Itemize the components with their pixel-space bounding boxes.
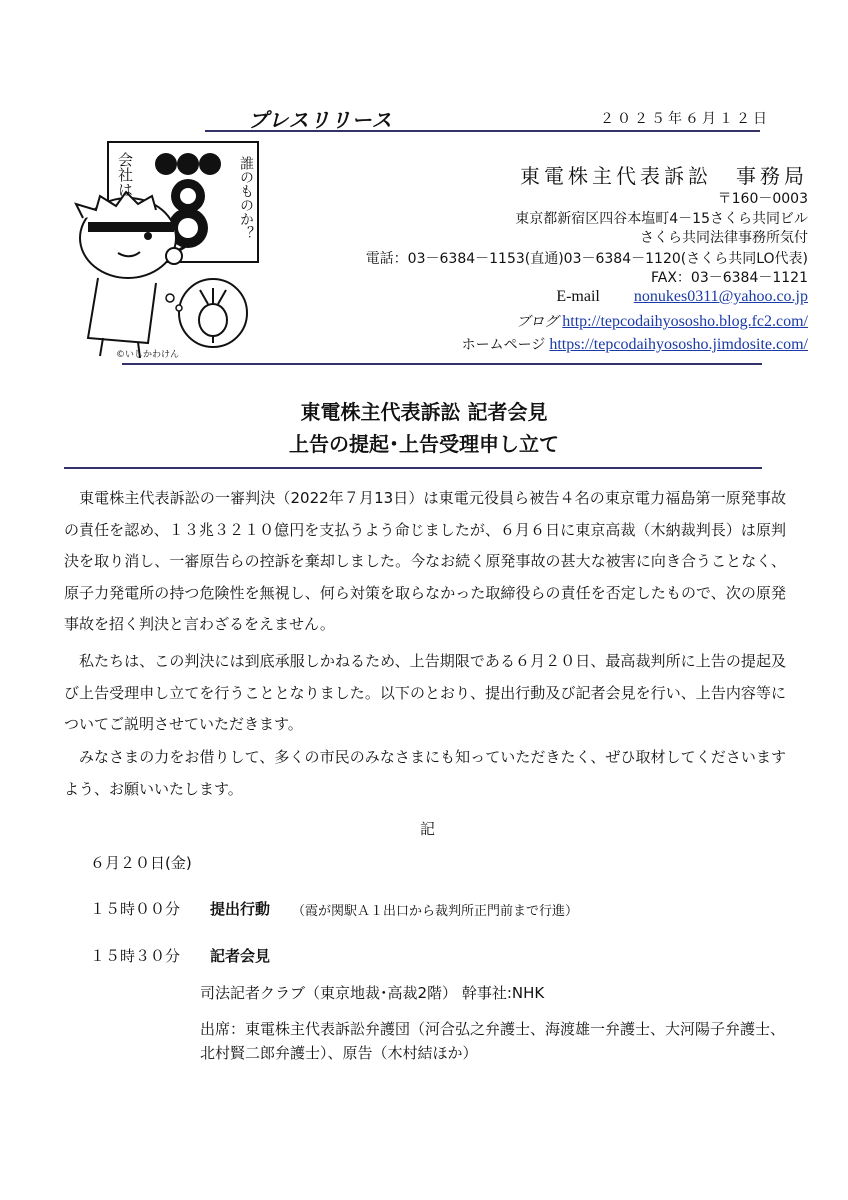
headline-divider <box>64 467 762 469</box>
postal-code: 〒160－0003 <box>717 191 808 207</box>
event-date: ６月２０日(金) <box>90 854 192 872</box>
cartoon-drawing <box>48 138 268 363</box>
homepage-label: ホームページ <box>461 337 546 353</box>
time-submission: １５時００分 <box>90 900 181 918</box>
address: 東京都新宿区四谷本塩町4－15さくら共同ビル <box>515 211 808 227</box>
body-paragraph-2: 私たちは、この判決には到底承服しかねるため、上告期限である６月２０日、最高裁判所に上告の提起及び上告受理申し立てを行うこととなりました。以下のとおり、提出行動及び記者会見を行い、上告内容等についてご説明させていただきます。 <box>64 652 786 733</box>
blog-line <box>516 311 808 331</box>
body-paragraph-1: 東電株主代表訴訟の一審判決（2022年７月13日）は東電元役員ら被告４名の東京電力福島第一原発事故の責任を認め、１３兆３２１０億円を支払うよう命じましたが、６月６日に東京高裁（木納裁判長）は原判決を取り消し、一審原告らの控訴を棄却しました。今なお続く原発事故の甚大な被害に向き合うことなく、原子力発電所の持つ危険性を無視し、何ら対策を取らなかった取締役らの責任を否定したもので、次の原発事故を招く判決と言わざるをえません。 <box>64 489 786 633</box>
event-press-conference: 記者会見 <box>210 947 271 965</box>
blog-label: ブログ <box>516 314 559 330</box>
blog-link[interactable]: http://tepcodaihyososho.blog.fc2.com/ <box>562 313 808 330</box>
email-line <box>556 288 808 306</box>
header-divider <box>205 130 760 132</box>
office-name: さくら共同法律事務所気付 <box>640 230 808 246</box>
headline-line-2: 上告の提起･上告受理申し立て <box>289 432 559 456</box>
time-press-conference: １５時３０分 <box>90 947 181 965</box>
homepage-link[interactable]: https://tepcodaihyososho.jimdosite.com/ <box>549 336 808 353</box>
sign-text-right: 誰のものか？ <box>238 156 254 240</box>
cartoon-illustration <box>48 138 268 367</box>
email-link[interactable]: nonukes0311@yahoo.co.jp <box>633 288 808 305</box>
email-label: E-mail <box>556 288 600 305</box>
attendees-line-1: 出席：東電株主代表訴訟弁護団（河合弘之弁護士、海渡雄一弁護士、大河陽子弁護士、 <box>200 1020 786 1038</box>
phone-number: 電話：03－6384－1153(直通)03－6384－1120(さくら共同LO代表) <box>365 251 808 267</box>
page-title: プレスリリース <box>248 108 393 132</box>
body-paragraph-3: みなさまの力をお借りして、多くの市民のみなさまにも知っていただきたく、ぜひ取材してくださいますよう、お願いいたします。 <box>64 748 786 798</box>
fax-number: FAX：03－6384－1121 <box>650 270 808 286</box>
attendees-line-2: 北村賢二郎弁護士）、原告（木村結ほか） <box>200 1044 478 1062</box>
organization-name: 東電株主代表訴訟 事務局 <box>520 164 808 188</box>
venue: 司法記者クラブ（東京地裁･高裁2階） 幹事社:NHK <box>200 984 545 1002</box>
event-submission: 提出行動 <box>210 900 271 918</box>
sign-text-left: 会社は <box>116 152 134 197</box>
ki-mark: 記 <box>420 820 436 838</box>
headline-line-1: 東電株主代表訴訟 記者会見 <box>300 400 548 424</box>
cartoon-credit: ©いしかわけん <box>116 350 180 360</box>
event-submission-note: （霞が関駅Ａ１出口から裁判所正門前まで行進） <box>292 904 579 919</box>
contact-divider <box>122 363 762 365</box>
release-date: ２０２５年６月１２日 <box>600 111 770 127</box>
homepage-line <box>462 334 808 354</box>
